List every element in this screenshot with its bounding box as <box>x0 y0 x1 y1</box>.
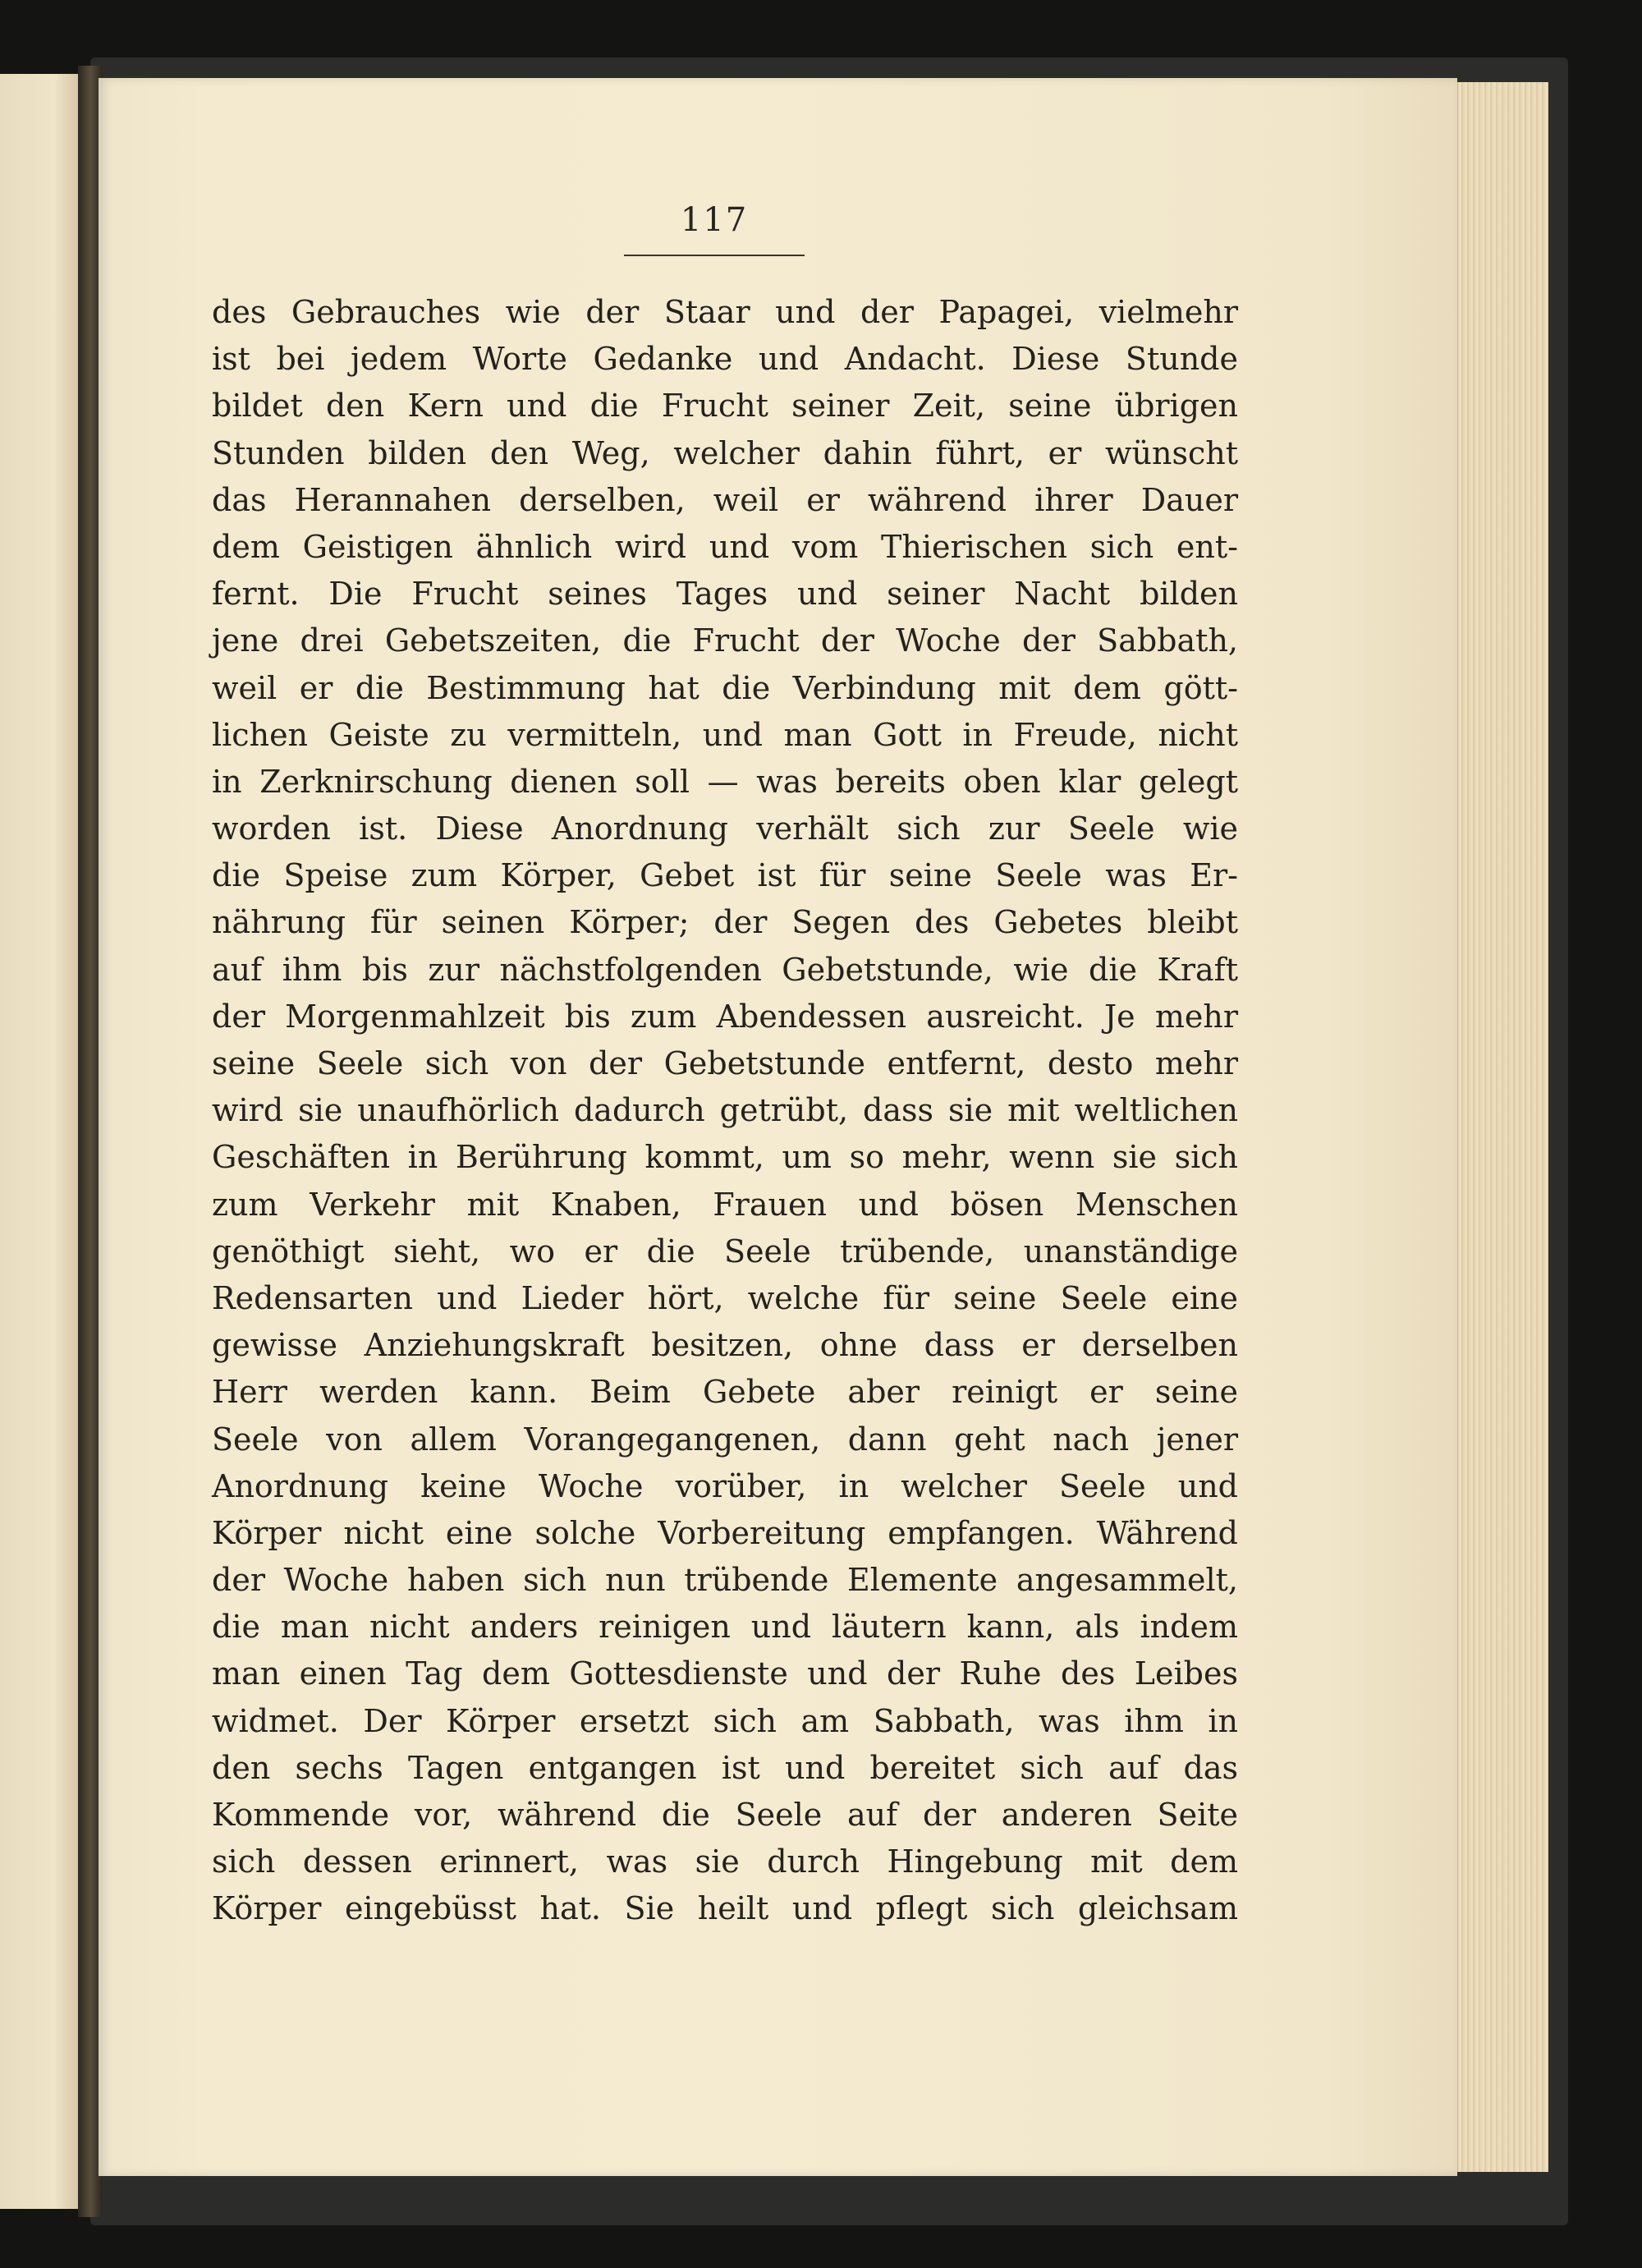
text-line: wird sie unaufhörlich dadurch getrübt, dass sie mit weltlichen <box>212 1092 1238 1129</box>
text-line: lichen Geiste zu vermitteln, und man Gott in Freude, nicht <box>212 716 1238 753</box>
text-line: Redensarten und Lieder hört, welche für seine Seele eine <box>212 1279 1238 1316</box>
text-line: weil er die Bestimmung hat die Verbindung mit dem gött- <box>212 669 1238 706</box>
text-line: bildet den Kern und die Frucht seiner Zeit, seine übrigen <box>212 388 1238 425</box>
text-line: fernt. Die Frucht seines Tages und seiner Nacht bilden <box>212 576 1238 613</box>
page-number: 117 <box>680 201 749 239</box>
text-line: Geschäften in Berührung kommt, um so mehr, wenn sie sich <box>212 1139 1238 1176</box>
text-line: nährung für seinen Körper; der Segen des Gebetes bleibt <box>212 904 1238 941</box>
text-line: man einen Tag dem Gottesdienste und der Ruhe des Leibes <box>212 1655 1238 1692</box>
left-page-edge <box>0 74 80 2209</box>
text-line: Körper eingebüsst hat. Sie heilt und pflegt sich gleichsam <box>212 1890 1238 1927</box>
text-line: Herr werden kann. Beim Gebete aber reinigt er seine <box>212 1374 1238 1411</box>
text-line: den sechs Tagen entgangen ist und bereitet sich auf das <box>212 1749 1238 1786</box>
text-line: Kommende vor, während die Seele auf der anderen Seite <box>212 1797 1238 1833</box>
text-line: des Gebrauches wie der Staar und der Papagei, vielmehr <box>212 294 1238 330</box>
text-line: die Speise zum Körper, Gebet ist für seine Seele was Er- <box>212 857 1238 894</box>
text-line: Seele von allem Vorangegangenen, dann geht nach jener <box>212 1421 1238 1458</box>
text-line: zum Verkehr mit Knaben, Frauen und bösen Menschen <box>212 1186 1238 1223</box>
text-line: ist bei jedem Worte Gedanke und Andacht. Diese Stunde <box>212 341 1238 378</box>
text-line: die man nicht anders reinigen und läutern kann, als indem <box>212 1609 1238 1646</box>
body-text <box>212 289 1238 1933</box>
text-line: genöthigt sieht, wo er die Seele trübende, unanständige <box>212 1233 1238 1269</box>
text-line: auf ihm bis zur nächstfolgenden Gebetstunde, wie die Kraft <box>212 951 1238 988</box>
text-line: worden ist. Diese Anordnung verhält sich zur Seele wie <box>212 810 1238 847</box>
text-line: widmet. Der Körper ersetzt sich am Sabbath, was ihm in <box>212 1702 1238 1739</box>
text-line: seine Seele sich von der Gebetstunde entfernt, desto mehr <box>212 1045 1238 1081</box>
text-line: jene drei Gebetszeiten, die Frucht der Woche der Sabbath, <box>212 622 1238 659</box>
text-line: das Herannahen derselben, weil er während ihrer Dauer <box>212 481 1238 518</box>
text-line: gewisse Anziehungskraft besitzen, ohne dass er derselben <box>212 1327 1238 1364</box>
text-line: Körper nicht eine solche Vorbereitung empfangen. Während <box>212 1514 1238 1551</box>
text-line: Stunden bilden den Weg, welcher dahin führt, er wünscht <box>212 434 1238 471</box>
page-edges <box>1457 82 1548 2172</box>
text-line: der Morgenmahlzeit bis zum Abendessen ausreicht. Je mehr <box>212 998 1238 1035</box>
text-line: in Zerknirschung dienen soll — was bereits oben klar gelegt <box>212 763 1238 800</box>
text-line: Anordnung keine Woche vorüber, in welcher Seele und <box>212 1467 1238 1504</box>
text-line: dem Geistigen ähnlich wird und vom Thierischen sich ent- <box>212 528 1238 565</box>
text-line: sich dessen erinnert, was sie durch Hingebung mit dem <box>212 1843 1238 1880</box>
header-rule <box>624 255 805 256</box>
text-line: der Woche haben sich nun trübende Elemente angesammelt, <box>212 1562 1238 1599</box>
